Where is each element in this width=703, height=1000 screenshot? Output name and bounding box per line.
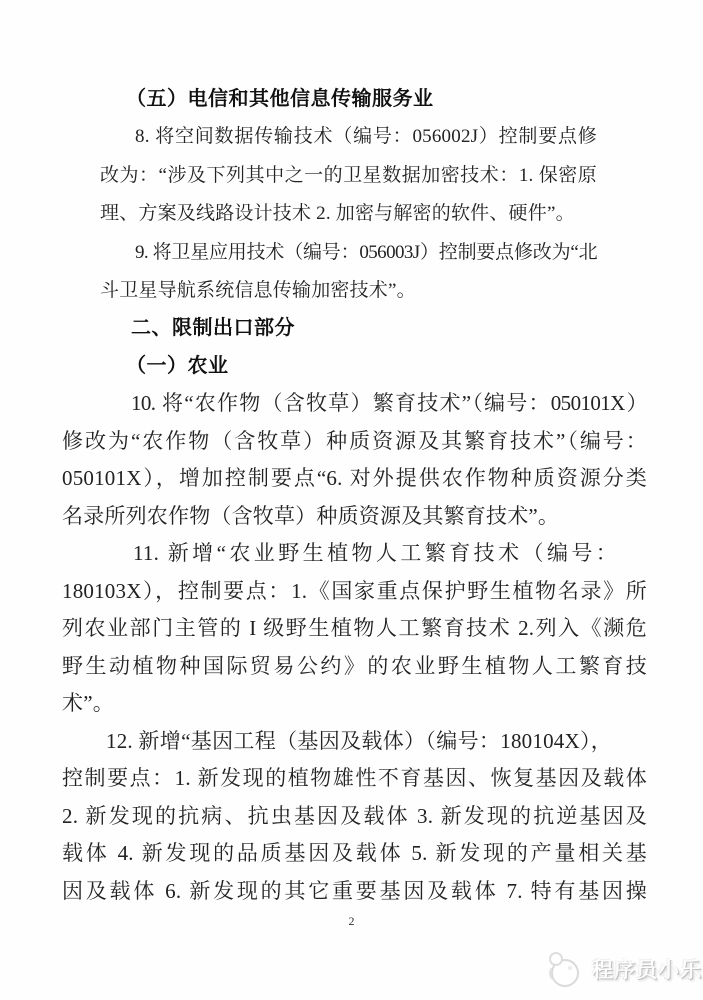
mascot-logo-icon	[544, 946, 584, 992]
text-line-20: 2. 新发现的抗病、抗虫基因及载体 3. 新发现的抗逆基因及	[62, 804, 647, 828]
text-line-12: 名录所列农作物（含牧草）种质资源及其繁育技术”。	[62, 504, 560, 528]
page-number: 2	[348, 914, 355, 928]
text-line-21: 载体 4. 新发现的品质基因及载体 5. 新发现的产量相关基	[62, 841, 647, 865]
text-line-7: 二、限制出口部分	[131, 317, 295, 339]
text-line-18: 12. 新增“基因工程（基因及载体）（编号：180104X），	[106, 729, 612, 753]
text-line-17: 术”。	[62, 691, 114, 715]
text-line-9: 10. 将“农作物（含牧草）繁育技术”（编号：050101X）	[131, 391, 647, 415]
watermark	[544, 946, 702, 992]
text-line-3: 改为：“涉及下列其中之一的卫星数据加密技术：1. 保密原	[100, 165, 597, 186]
text-line-11: 050101X），增加控制要点“6. 对外提供农作物种质资源分类	[62, 466, 647, 490]
watermark-label: 程序员小乐	[592, 959, 702, 982]
text-line-8: （一）农业	[126, 355, 229, 377]
text-line-5: 9. 将卫星应用技术（编号：056003J）控制要点修改为“北	[135, 242, 597, 263]
text-line-16: 野生动植物种国际贸易公约》的农业野生植物人工繁育技	[62, 654, 647, 678]
text-line-22: 因及载体 6. 新发现的其它重要基因及载体 7. 特有基因操	[62, 879, 647, 903]
text-line-6: 斗卫星导航系统信息传输加密技术”。	[100, 280, 416, 301]
text-line-4: 理、方案及线路设计技术 2. 加密与解密的软件、硬件”。	[100, 203, 575, 224]
text-line-15: 列农业部门主管的 I 级野生植物人工繁育技术 2.列入《濒危	[62, 616, 647, 640]
text-line-10: 修改为“农作物（含牧草）种质资源及其繁育技术”（编号：	[62, 429, 647, 453]
text-line-14: 180103X），控制要点：1.《国家重点保护野生植物名录》所	[62, 579, 647, 603]
text-line-1: （五）电信和其他信息传输服务业	[126, 88, 434, 110]
text-line-2: 8. 将空间数据传输技术（编号：056002J）控制要点修	[135, 126, 597, 147]
text-line-19: 控制要点：1. 新发现的植物雄性不育基因、恢复基因及载体	[62, 766, 647, 790]
text-line-13: 11. 新增“农业野生植物人工繁育技术（编号：	[133, 541, 617, 565]
